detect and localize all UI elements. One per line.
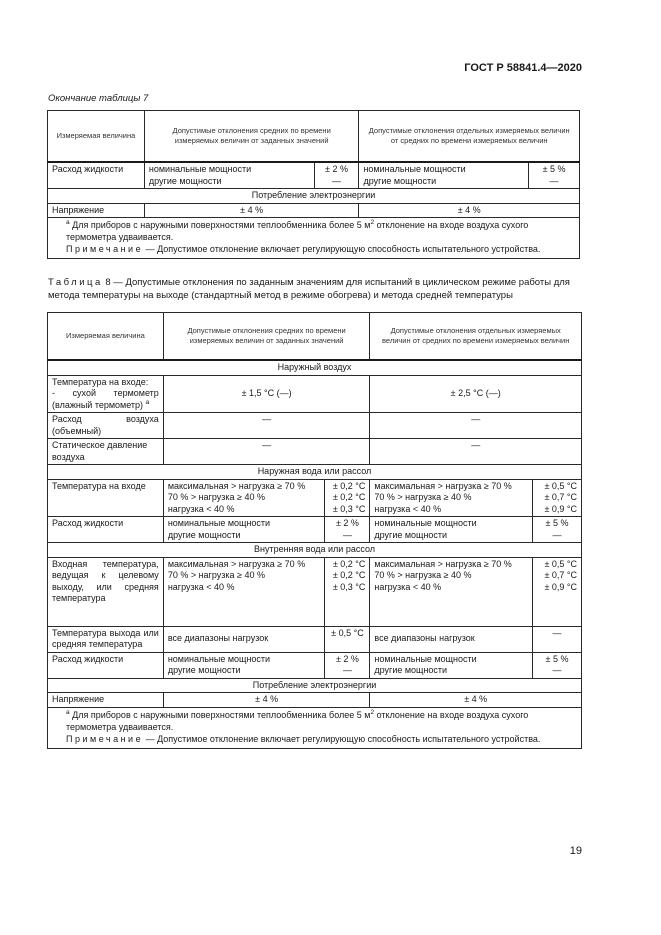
section-row xyxy=(48,678,582,693)
header-cell: Допустимые отклонения отдельных измеряемых величин от средних по времени измеряемых величин xyxy=(359,111,580,163)
footnote-text: отклонение на входе воздуха сухого термометра удваивается. xyxy=(66,220,529,242)
footnote-text: Для приборов с наружными поверхностями теплообменника более 5 м xyxy=(72,220,371,230)
condition-cell xyxy=(163,479,325,517)
value: ± 0,9 °С xyxy=(544,581,577,592)
value-cell xyxy=(314,162,359,189)
condition-cell xyxy=(163,557,325,626)
note xyxy=(54,243,573,255)
value: — xyxy=(549,175,559,186)
value-cell xyxy=(533,652,582,678)
note xyxy=(54,733,575,745)
condition-cell xyxy=(359,162,529,189)
footnote xyxy=(54,709,575,733)
footnote-text: Для приборов с наружными поверхностями теплообменника более 5 м xyxy=(72,709,371,720)
condition-line: номинальные мощности xyxy=(148,164,252,174)
footnote xyxy=(54,219,573,243)
table-row xyxy=(48,557,582,626)
value: ± 0,9 °С xyxy=(544,503,577,514)
row-label: Статическое давление воздуха xyxy=(48,439,164,465)
condition-line: другие мощности xyxy=(167,665,241,675)
condition-line: номинальные мощности xyxy=(167,653,271,664)
value: ± 0,2 °С xyxy=(332,492,366,502)
caption-text: 8 — Допустимые отклонения по заданным значениям для испытаний в циклическом режиме работы для метода температуры на выходе (стандартный метод в режиме обогрева) и метода средней температуры xyxy=(48,277,570,301)
table-row xyxy=(48,626,582,652)
section-row xyxy=(48,189,580,204)
value: ± 0,5 °С xyxy=(544,558,577,569)
condition-line: максимальная > нагрузка ≥ 70 % xyxy=(167,480,306,491)
table-row xyxy=(48,203,580,218)
table-row xyxy=(48,479,582,517)
value-cell: ± 4 % xyxy=(370,693,582,708)
section-row xyxy=(48,360,582,375)
value-cell xyxy=(533,479,582,517)
section-row xyxy=(48,543,582,558)
value: ± 0,7 °С xyxy=(544,570,577,580)
condition-cell: все диапазоны нагрузок xyxy=(163,626,325,652)
value: ± 5 % xyxy=(542,164,566,174)
value-cell: ± 4 % xyxy=(359,203,580,218)
value: ± 2 % xyxy=(335,518,359,528)
section-title: Внутренняя вода или рассол xyxy=(48,543,582,558)
table7-caption: Окончание таблицы 7 xyxy=(48,93,149,104)
note-word: Примечание xyxy=(66,733,144,744)
superscript: 2 xyxy=(370,219,375,226)
condition-line: 70 % > нагрузка ≥ 40 % xyxy=(167,492,265,502)
footnote-marker: а xyxy=(66,708,70,716)
condition-line: другие мощности xyxy=(374,529,448,540)
condition-line: максимальная > нагрузка ≥ 70 % xyxy=(374,558,512,569)
table7 xyxy=(47,110,580,259)
table-row xyxy=(48,693,582,708)
value: — xyxy=(331,175,341,186)
value: ± 0,3 °С xyxy=(332,503,366,514)
footnote-marker: а xyxy=(66,219,70,226)
condition-cell xyxy=(370,557,533,626)
value-cell: — xyxy=(370,439,582,465)
document-designation: ГОСТ Р 58841.4—2020 xyxy=(464,62,582,74)
page-number: 19 xyxy=(569,845,582,857)
value-cell xyxy=(325,557,370,626)
value: — xyxy=(552,665,562,675)
note-text: — Допустимое отклонение включает регулирующую способность испытательного устройства. xyxy=(143,733,541,744)
value: ± 5 % xyxy=(545,518,569,528)
row-label xyxy=(48,375,164,413)
condition-cell xyxy=(370,652,533,678)
row-label xyxy=(48,557,164,626)
condition-cell xyxy=(370,479,533,517)
note-word: Примечание xyxy=(66,244,144,254)
header-cell: Измеряемая величина xyxy=(48,111,145,163)
condition-cell xyxy=(370,517,533,543)
condition-line: нагрузка < 40 % xyxy=(167,503,235,514)
value: ± 5 % xyxy=(545,653,569,664)
footnote-cell xyxy=(48,707,582,748)
value-cell xyxy=(325,479,370,517)
value-cell: ± 4 % xyxy=(144,203,359,218)
superscript: 2 xyxy=(370,708,375,716)
value-cell: — xyxy=(163,413,370,439)
header-cell: Допустимые отклонения средних по времени измеряемых величин от заданных значений xyxy=(144,111,359,163)
footnote-marker: а xyxy=(145,398,150,406)
header-cell: Измеряемая величина xyxy=(48,313,164,361)
section-title: Потребление электроэнергии xyxy=(48,678,582,693)
row-label: Расход жидкости xyxy=(48,517,164,543)
table7-header-row xyxy=(48,111,580,163)
section-title: Потребление электроэнергии xyxy=(48,189,580,204)
footnote-text: отклонение на входе воздуха сухого термометра удваивается. xyxy=(66,709,529,732)
table8-header-row xyxy=(48,313,582,361)
value-cell: ± 0,5 °С xyxy=(325,626,370,652)
value-cell: — xyxy=(533,626,582,652)
condition-line: 70 % > нагрузка ≥ 40 % xyxy=(374,570,472,580)
value-cell xyxy=(325,652,370,678)
table8 xyxy=(47,312,582,749)
condition-line: номинальные мощности xyxy=(167,518,271,528)
condition-line: другие мощности xyxy=(374,665,448,675)
row-label: Температура выхода или средняя температура xyxy=(48,626,164,652)
value: ± 0,7 °С xyxy=(544,492,577,502)
row-label: Напряжение xyxy=(48,203,145,218)
table-row xyxy=(48,375,582,413)
table-row xyxy=(48,439,582,465)
condition-line: нагрузка < 40 % xyxy=(167,581,235,592)
value: — xyxy=(342,529,352,540)
condition-line: номинальные мощности xyxy=(374,653,477,664)
label-line: - сухой термометр (влажный термометр) $^а$ xyxy=(52,388,159,410)
condition-line: максимальная > нагрузка ≥ 70 % xyxy=(167,558,306,569)
condition-line: номинальные мощности xyxy=(363,164,466,174)
caption-word: Таблица xyxy=(48,277,103,288)
label-text: Входная температура, ведущая к целевому выходу, или средняя температура xyxy=(52,558,159,603)
note-text: — Допустимое отклонение включает регулирующую способность испытательного устройства. xyxy=(143,244,541,254)
table8-caption xyxy=(48,276,588,302)
value: ± 0,2 °С xyxy=(332,558,366,569)
row-label: Расход жидкости xyxy=(48,162,145,189)
condition-line: другие мощности xyxy=(363,175,437,186)
section-title: Наружная вода или рассол xyxy=(48,465,582,480)
value-cell: — xyxy=(370,413,582,439)
header-cell: Допустимые отклонения средних по времени измеряемых величин от заданных значений xyxy=(163,313,370,361)
table-row xyxy=(48,413,582,439)
value: ± 0,3 °С xyxy=(332,581,366,592)
row-label: Температура на входе xyxy=(48,479,164,517)
value: — xyxy=(342,665,352,675)
value: — xyxy=(552,529,562,540)
value: ± 2 % xyxy=(335,653,359,664)
row-label: Расход жидкости xyxy=(48,652,164,678)
condition-line: максимальная > нагрузка ≥ 70 % xyxy=(374,480,512,491)
condition-line: номинальные мощности xyxy=(374,518,477,528)
value: ± 0,2 °С xyxy=(332,570,366,580)
header-cell: Допустимые отклонения отдельных измеряемых величин от средних по времени измеряемых величин xyxy=(370,313,582,361)
condition-line: 70 % > нагрузка ≥ 40 % xyxy=(167,570,265,580)
value-cell: ± 2,5 °С (—) xyxy=(370,375,582,413)
section-row xyxy=(48,465,582,480)
table-row xyxy=(48,652,582,678)
section-title: Наружный воздух xyxy=(48,360,582,375)
row-label: Напряжение xyxy=(48,693,164,708)
condition-cell: все диапазоны нагрузок xyxy=(370,626,533,652)
footnote-row xyxy=(48,707,582,748)
row-label: Расход воздуха (объемный) xyxy=(48,413,164,439)
value: ± 0,5 °С xyxy=(544,480,577,491)
label-line: Температура на входе: xyxy=(52,376,149,387)
footnote-row xyxy=(48,218,580,259)
value: ± 0,2 °С xyxy=(332,480,366,491)
footnote-cell xyxy=(48,218,580,259)
condition-line: другие мощности xyxy=(148,175,222,186)
value: ± 2 % xyxy=(325,164,348,174)
value-cell: ± 1,5 °С (—) xyxy=(163,375,370,413)
condition-line: нагрузка < 40 % xyxy=(374,581,442,592)
condition-cell xyxy=(144,162,314,189)
value-cell xyxy=(529,162,580,189)
condition-line: другие мощности xyxy=(167,529,241,540)
value-cell: — xyxy=(163,439,370,465)
condition-line: 70 % > нагрузка ≥ 40 % xyxy=(374,492,472,502)
condition-cell xyxy=(163,652,325,678)
table-row xyxy=(48,517,582,543)
value-cell: ± 4 % xyxy=(163,693,370,708)
condition-cell xyxy=(163,517,325,543)
value-cell xyxy=(533,557,582,626)
table-row xyxy=(48,162,580,189)
value-cell xyxy=(533,517,582,543)
condition-line: нагрузка < 40 % xyxy=(374,503,442,514)
value-cell xyxy=(325,517,370,543)
